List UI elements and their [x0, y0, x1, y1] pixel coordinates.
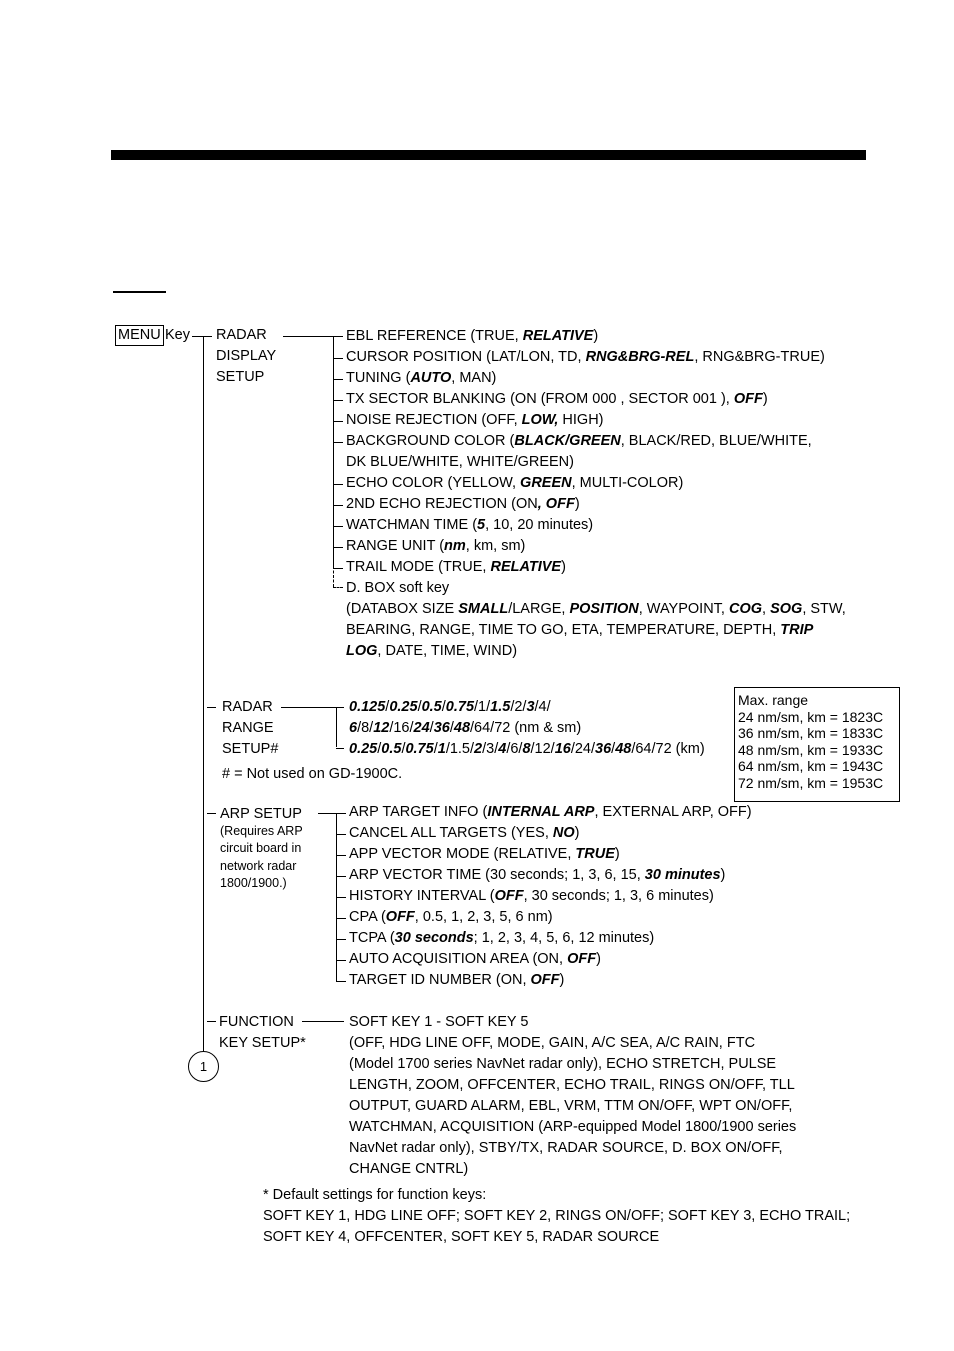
- radar-range-connector: [281, 707, 344, 708]
- radar-display-item-tick: [333, 421, 343, 422]
- menu-connector-line: [192, 336, 212, 337]
- max-range-line: 64 nm/sm, km = 1943C: [738, 758, 884, 774]
- radar-display-item-tick: [333, 400, 343, 401]
- radar-range-values: 0.125/0.25/0.5/0.75/1/1.5/2/3/4/: [349, 699, 551, 715]
- arp-item-tick: [336, 981, 346, 982]
- arp-subtitle-2: circuit board in: [220, 841, 302, 855]
- function-key-line: SOFT KEY 1 - SOFT KEY 5: [349, 1014, 529, 1030]
- menu-key-label: MENU: [118, 327, 161, 343]
- radar-range-note: # = Not used on GD-1900C.: [222, 766, 403, 782]
- radar-display-item: 2ND ECHO REJECTION (ON, OFF): [346, 496, 580, 512]
- function-key-line: LENGTH, ZOOM, OFFCENTER, ECHO TRAIL, RINGS ON/OFF, TLL: [349, 1077, 795, 1093]
- function-tick: [207, 1021, 216, 1022]
- radar-display-bracket: [333, 336, 334, 566]
- radar-display-item: BACKGROUND COLOR (BLACK/GREEN, BLACK/RED, BLUE/WHITE,: [346, 433, 812, 449]
- max-range-line: 48 nm/sm, km = 1933C: [738, 741, 884, 758]
- arp-item: TCPA (30 seconds; 1, 2, 3, 4, 5, 6, 12 minutes): [349, 930, 655, 946]
- radar-range-title-2: RANGE: [222, 720, 274, 736]
- radar-display-item: EBL REFERENCE (TRUE, RELATIVE): [346, 328, 599, 344]
- main-trunk-line: [203, 336, 204, 1052]
- function-key-line: CHANGE CNTRL): [349, 1161, 469, 1177]
- radar-display-item: DK BLUE/WHITE, WHITE/GREEN): [346, 454, 574, 470]
- radar-display-item: ECHO COLOR (YELLOW, GREEN, MULTI-COLOR): [346, 475, 684, 491]
- arp-subtitle-3: network radar: [220, 859, 297, 873]
- arp-item-tick: [336, 939, 346, 940]
- arp-subtitle-4: 1800/1900.): [220, 876, 287, 890]
- menu-key-suffix: Key: [165, 327, 190, 343]
- radar-range-title-3: SETUP#: [222, 741, 279, 757]
- arp-item: TARGET ID NUMBER (ON, OFF): [349, 972, 565, 988]
- radar-range-tick-km: [336, 748, 344, 749]
- radar-display-title-1: RADAR: [216, 327, 267, 343]
- max-range-line: 36 nm/sm, km = 1833C: [738, 725, 884, 741]
- radar-display-item-tick: [333, 505, 343, 506]
- function-title-2: KEY SETUP*: [219, 1035, 306, 1051]
- arp-connector: [318, 813, 346, 814]
- function-key-line: WATCHMAN, ACQUISITION (ARP-equipped Model 1800/1900 series: [349, 1119, 797, 1135]
- max-range-line: Max. range: [738, 692, 809, 708]
- arp-item: HISTORY INTERVAL (OFF, 30 seconds; 1, 3, 6 minutes): [349, 888, 714, 904]
- radar-display-item: RANGE UNIT (nm, km, sm): [346, 538, 526, 554]
- radar-display-item-tick: [333, 379, 343, 380]
- radar-display-item-tick: [333, 526, 343, 527]
- radar-display-title-2: DISPLAY: [216, 348, 277, 364]
- continuation-connector-circle: 1: [188, 1051, 219, 1082]
- arp-item-tick: [336, 855, 346, 856]
- arp-item-tick: [336, 918, 346, 919]
- function-key-footnote: SOFT KEY 1, HDG LINE OFF; SOFT KEY 2, RINGS ON/OFF; SOFT KEY 3, ECHO TRAIL;: [263, 1208, 851, 1224]
- max-range-line: 72 nm/sm, km = 1953C: [738, 774, 884, 791]
- radar-display-item: LOG, DATE, TIME, WIND): [346, 643, 518, 659]
- radar-display-title-3: SETUP: [216, 369, 265, 385]
- arp-item-tick: [336, 897, 346, 898]
- arp-item: CANCEL ALL TARGETS (YES, NO): [349, 825, 580, 841]
- arp-title: ARP SETUP: [220, 806, 302, 822]
- arp-item-tick: [336, 834, 346, 835]
- arp-tick: [207, 813, 216, 814]
- radar-display-item: BEARING, RANGE, TIME TO GO, ETA, TEMPERATURE, DEPTH, TRIP: [346, 622, 814, 638]
- arp-item: APP VECTOR MODE (RELATIVE, TRUE): [349, 846, 620, 862]
- radar-display-connector: [283, 336, 343, 337]
- arp-item-tick: [336, 876, 346, 877]
- function-key-line: (OFF, HDG LINE OFF, MODE, GAIN, A/C SEA, A/C RAIN, FTC: [349, 1035, 756, 1051]
- radar-range-title-1: RADAR: [222, 699, 273, 715]
- header-rule: [111, 150, 866, 160]
- radar-display-item: NOISE REJECTION (OFF, LOW, HIGH): [346, 412, 604, 428]
- radar-display-item-tick: [333, 547, 343, 548]
- radar-display-item-tick: [333, 442, 343, 443]
- max-range-line: 24 nm/sm, km = 1823C: [738, 708, 884, 725]
- radar-display-item-tick: [333, 484, 343, 485]
- function-key-footnote: * Default settings for function keys:: [263, 1187, 487, 1203]
- radar-display-item: TUNING (AUTO, MAN): [346, 370, 497, 386]
- function-connector: [302, 1021, 344, 1022]
- radar-display-item-tick: [333, 568, 343, 569]
- radar-range-values: 6/8/12/16/24/36/48/64/72 (nm & sm): [349, 720, 582, 736]
- arp-item: ARP VECTOR TIME (30 seconds; 1, 3, 6, 15, 30 minutes): [349, 867, 726, 883]
- radar-range-bracket: [336, 707, 337, 747]
- function-key-line: NavNet radar only), STBY/TX, RADAR SOURCE, D. BOX ON/OFF,: [349, 1140, 783, 1156]
- function-title-1: FUNCTION: [219, 1014, 294, 1030]
- function-key-footnote: SOFT KEY 4, OFFCENTER, SOFT KEY 5, RADAR SOURCE: [263, 1229, 660, 1245]
- arp-item: CPA (OFF, 0.5, 1, 2, 3, 5, 6 nm): [349, 909, 553, 925]
- arp-subtitle-1: (Requires ARP: [220, 824, 303, 838]
- section-underline: [113, 291, 166, 293]
- dbox-dashed-tick: [333, 587, 343, 588]
- radar-range-values: 0.25/0.5/0.75/1/1.5/2/3/4/6/8/12/16/24/36/48/64/72 (km): [349, 741, 705, 757]
- radar-display-dashed-bracket: [333, 566, 334, 587]
- radar-display-item: (DATABOX SIZE SMALL/LARGE, POSITION, WAYPOINT, COG, SOG, STW,: [346, 601, 846, 617]
- function-key-line: OUTPUT, GUARD ALARM, EBL, VRM, TTM ON/OFF, WPT ON/OFF,: [349, 1098, 793, 1114]
- radar-display-item: WATCHMAN TIME (5, 10, 20 minutes): [346, 517, 594, 533]
- radar-display-item: D. BOX soft key: [346, 580, 450, 596]
- radar-display-item: TRAIL MODE (TRUE, RELATIVE): [346, 559, 566, 575]
- radar-display-item: TX SECTOR BLANKING (ON (FROM 000 , SECTOR 001 ), OFF): [346, 391, 768, 407]
- arp-item: AUTO ACQUISITION AREA (ON, OFF): [349, 951, 601, 967]
- arp-item: ARP TARGET INFO (INTERNAL ARP, EXTERNAL ARP, OFF): [349, 804, 752, 820]
- radar-display-item-tick: [333, 358, 343, 359]
- radar-display-item: CURSOR POSITION (LAT/LON, TD, RNG&BRG-REL, RNG&BRG-TRUE): [346, 349, 825, 365]
- function-key-line: (Model 1700 series NavNet radar only), ECHO STRETCH, PULSE: [349, 1056, 777, 1072]
- arp-item-tick: [336, 960, 346, 961]
- radar-range-tick: [207, 707, 216, 708]
